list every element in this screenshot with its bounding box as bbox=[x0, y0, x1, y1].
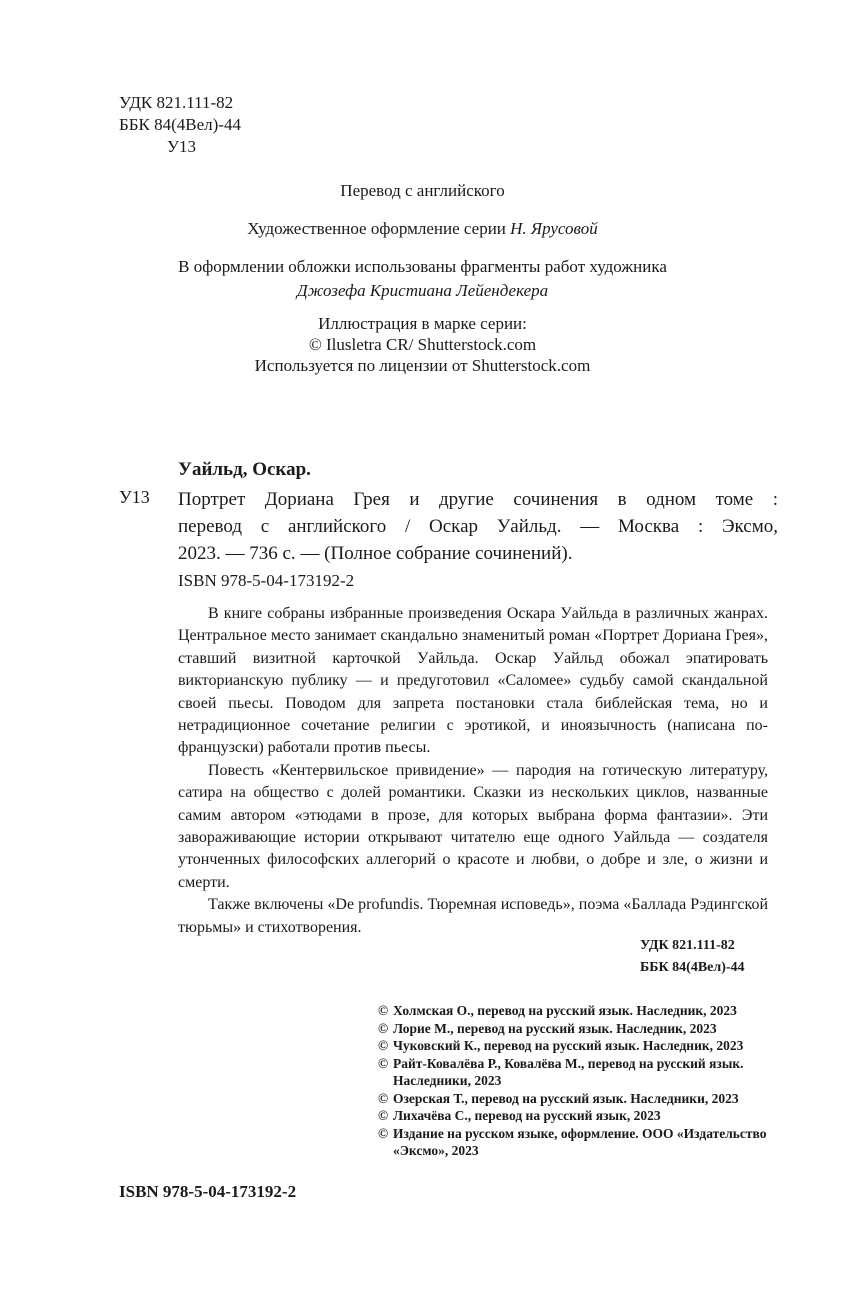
annotation bbox=[178, 603, 768, 939]
copyright-icon: © bbox=[378, 1090, 389, 1106]
copyright-icon: © bbox=[378, 1038, 389, 1053]
copyright-item: © Озерская Т., перевод на русский язык. Наследники, 2023 bbox=[378, 1090, 739, 1106]
copyright-icon: © bbox=[378, 1020, 389, 1036]
copyright-icon: © bbox=[378, 1003, 389, 1018]
illustration-credit-1: Иллюстрация в марке серии: bbox=[318, 314, 527, 333]
copyright-item: © Лихачёва С., перевод на русский язык, 2023 bbox=[378, 1108, 661, 1123]
series-design-credit bbox=[0, 219, 845, 239]
annotation-paragraph: Также включены «De profundis. Тюремная исповедь», поэма «Баллада Рэдингской тюрьмы» и стихотворения. bbox=[178, 896, 768, 936]
biblio-line: перевод с английского / Оскар Уайльд. — Москва : Эксмо, bbox=[178, 516, 778, 537]
classification-right bbox=[640, 935, 745, 979]
copyright-icon: © bbox=[378, 1125, 389, 1141]
copyright-icon: © bbox=[378, 1055, 389, 1071]
annotation-paragraph: Повесть «Кентервильское привидение» — пародия на готическую литературу, сатира на общество с долей романтики. Сказки из нескольких циклов, названные самим автором «этюдами в прозе, для которых выбрана форма фантазии». Эти завораживающие истории открывают читателю еще одного Уайльда — создателя утонченных философских аллегорий о красоте и любви, о добре и зле, о жизни и смерти. bbox=[178, 761, 768, 891]
copyright-item: © Издание на русском языке, оформление. ООО «Издательство «Эксмо», 2023 bbox=[378, 1125, 767, 1158]
biblio-line: 2023. — 736 с. — (Полное собрание сочинений). bbox=[178, 543, 573, 564]
cover-credit-line: В оформлении обложки использованы фрагменты работ художника bbox=[178, 257, 667, 276]
udk-code-right: УДК 821.111-82 bbox=[640, 938, 735, 953]
annotation-paragraph: В книге собраны избранные произведения Оскара Уайльда в различных жанрах. Центральное место занимает скандально знаменитый роман «Портрет Дориана Грея», ставший визитной карточкой Уайльда. Оскар Уайльд обожал эпатировать викторианскую публику — и предуготовил «Саломее» судьбу самой скандальной своей пьесы. Поводом для запрета постановки стала библейская тема, но и нетрадиционное сочетание религии с эротикой, и иноязычность (написана по-французски) работали против пьесы. bbox=[178, 605, 768, 757]
udk-code: УДК 821.111-82 bbox=[119, 93, 234, 112]
illustration-credit-2: © Ilusletra CR/ Shutterstock.com bbox=[308, 335, 537, 354]
translation-credit: Перевод с английского bbox=[340, 181, 505, 200]
record-code: У13 bbox=[119, 487, 150, 507]
bibliographic-description bbox=[178, 486, 778, 567]
classification-block bbox=[119, 92, 241, 158]
copyright-icon: © bbox=[378, 1108, 389, 1123]
copyright-item: © Лорие М., перевод на русский язык. Наследник, 2023 bbox=[378, 1020, 717, 1036]
series-design-prefix: Художественное оформление серии bbox=[247, 219, 506, 238]
footer-isbn: ISBN 978-5-04-173192-2 bbox=[119, 1182, 297, 1201]
bbk-code: ББК 84(4Вел)-44 bbox=[119, 115, 241, 134]
biblio-line: Портрет Дориана Грея и другие сочинения в одном томе : bbox=[178, 489, 778, 510]
record-author: Уайльд, Оскар. bbox=[178, 459, 311, 480]
copyright-item: © Холмская О., перевод на русский язык. Наследник, 2023 bbox=[378, 1003, 737, 1018]
copyright-item: © Чуковский К., перевод на русский язык. Наследник, 2023 bbox=[378, 1038, 744, 1053]
author-sign: У13 bbox=[167, 137, 197, 156]
bbk-code-right: ББК 84(4Вел)-44 bbox=[640, 960, 745, 975]
series-designer-name: Н. Ярусовой bbox=[510, 219, 598, 238]
cover-artist-name: Джозефа Кристиана Лейендекера bbox=[296, 281, 549, 300]
copyright-item: © Райт-Ковалёва Р., Ковалёва М., перевод на русский язык. Наследники, 2023 bbox=[378, 1055, 744, 1088]
record-isbn: ISBN 978-5-04-173192-2 bbox=[178, 571, 355, 590]
copyright-list bbox=[378, 1002, 778, 1160]
illustration-credit-3: Используется по лицензии от Shutterstock.com bbox=[254, 356, 591, 375]
